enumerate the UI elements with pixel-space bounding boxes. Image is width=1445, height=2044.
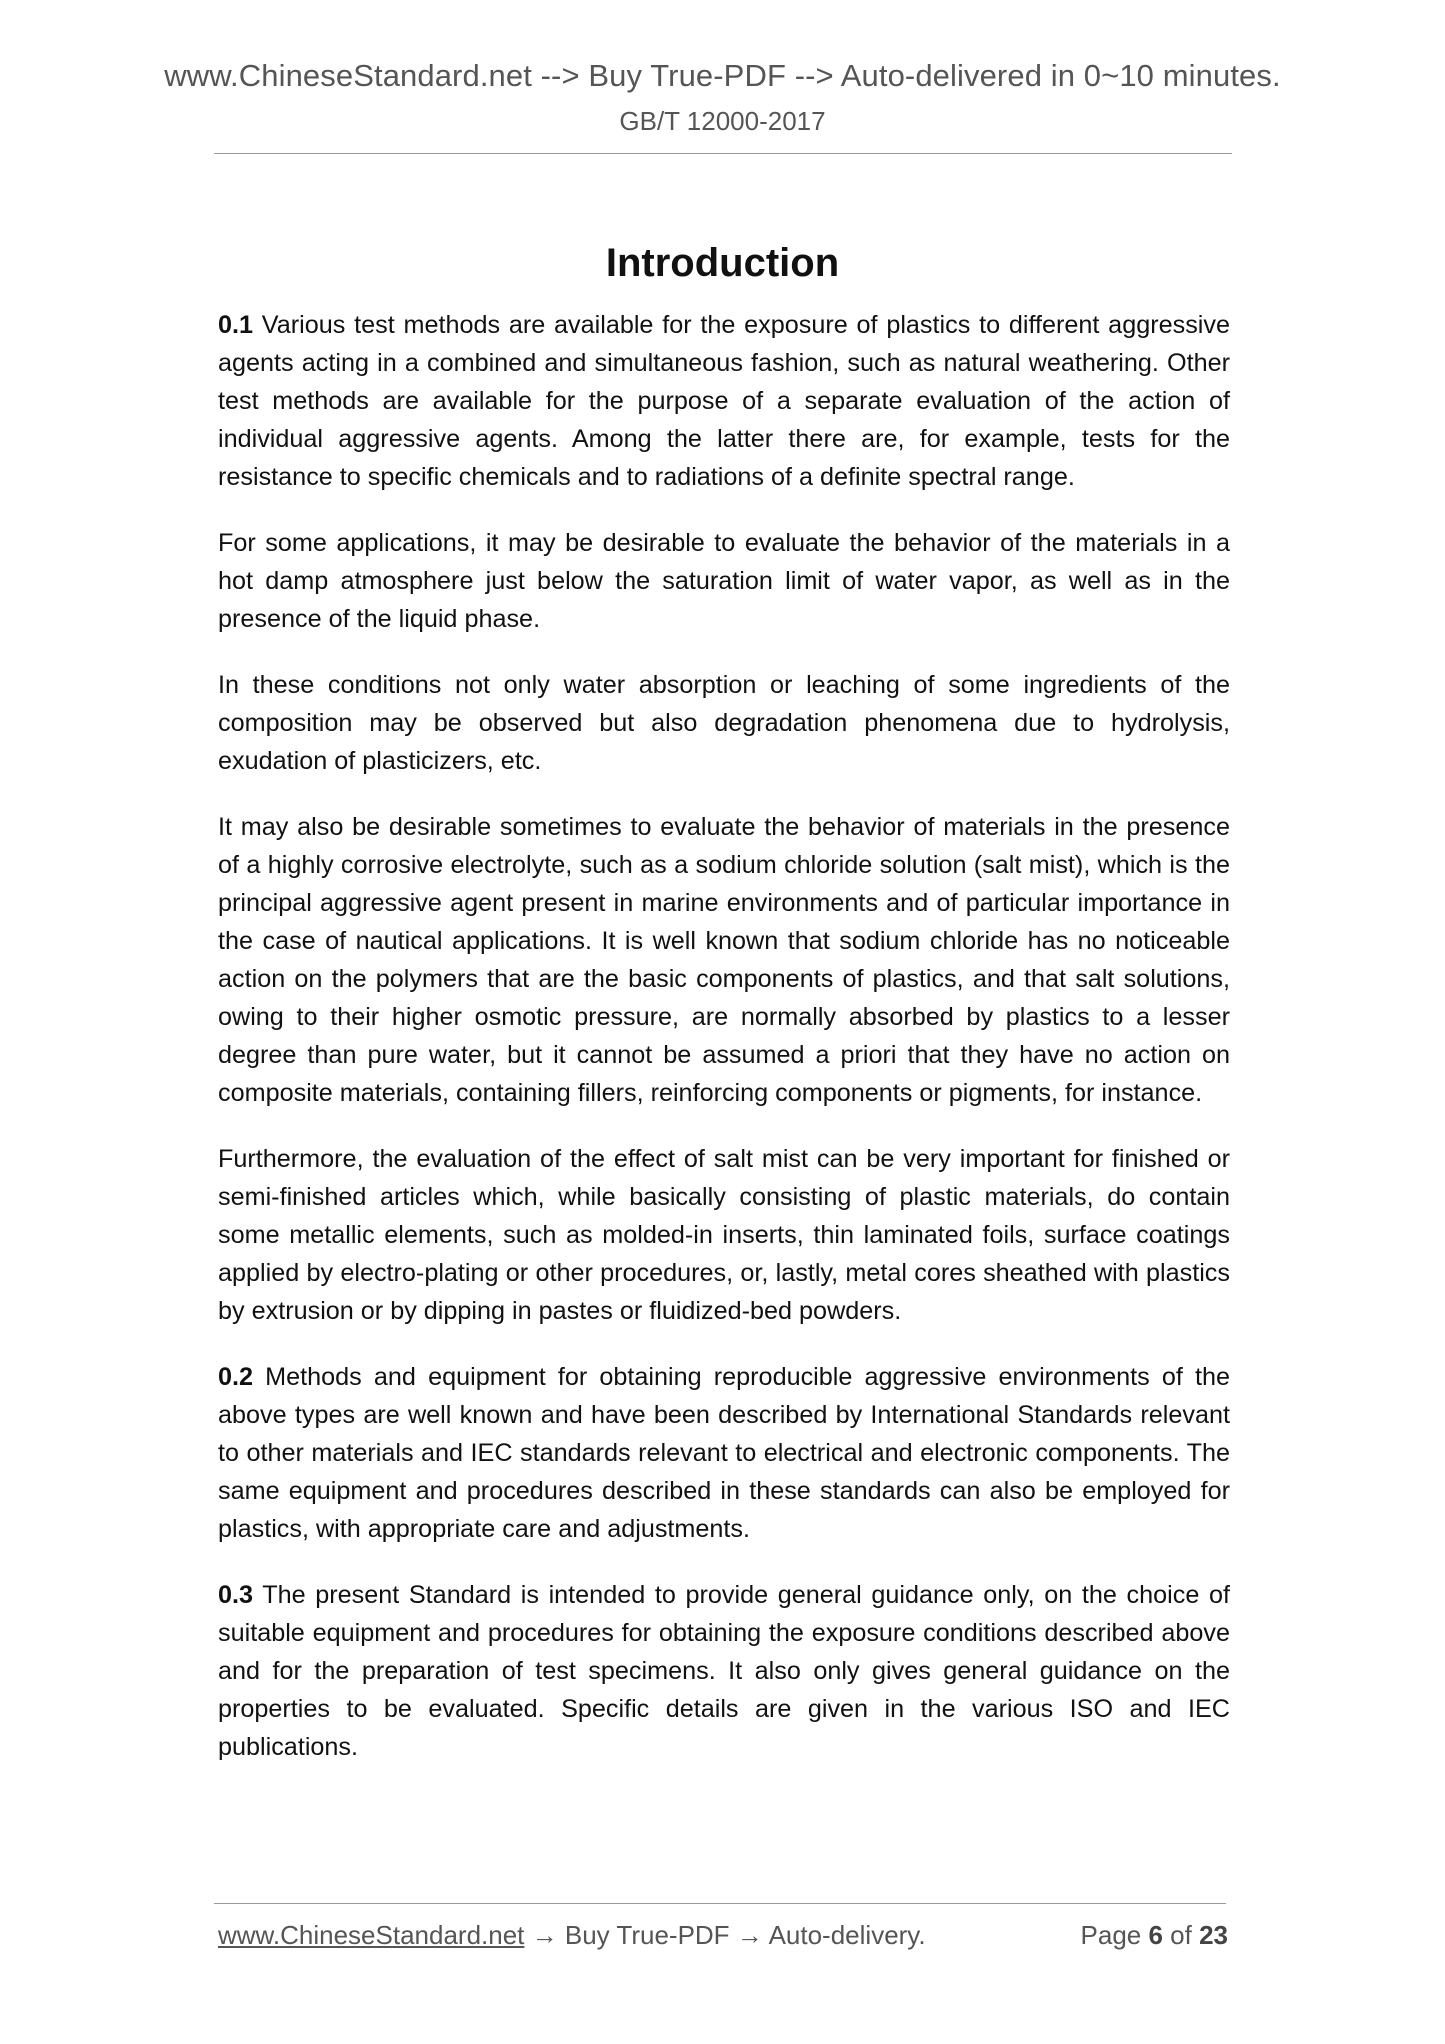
footer-tagline: → Buy True-PDF → Auto-delivery.: [524, 1920, 926, 1950]
section-number: 0.1: [218, 311, 254, 339]
paragraph-text: For some applications, it may be desirable to evaluate the behavior of the materials in a hot damp atmosphere just below the saturation limit of water vapor, as well as in the presence of the liquid phase.: [218, 529, 1230, 633]
paragraph-electrolyte: [218, 808, 1230, 1112]
footer-divider: [214, 1903, 1226, 1904]
footer-site-link[interactable]: www.ChineseStandard.net: [218, 1920, 525, 1950]
paragraph-0-1: [218, 306, 1230, 496]
total-page-count: 23: [1199, 1920, 1228, 1950]
section-number: 0.3: [218, 1581, 254, 1609]
paragraph-text: Various test methods are available for the exposure of plastics to different aggressive agents acting in a combined and simultaneous fashion, such as natural weathering. Other test methods are available for the purpose of a separate evaluation of the action of individual aggressive agents. Among the latter there are, for example, tests for the resistance to specific chemicals and to radiations of a definite spectral range.: [218, 311, 1230, 491]
paragraph-text: It may also be desirable sometimes to evaluate the behavior of materials in the presence of a highly corrosive electrolyte, such as a sodium chloride solution (salt mist), which is the principal aggressive agent present in marine environments and of particular importance in the case of nautical applications. It is well known that sodium chloride has no noticeable action on the polymers that are the basic components of plastics, and that salt solutions, owing to their higher osmotic pressure, are normally absorbed by plastics to a lesser degree than pure water, but it cannot be assumed a priori that they have no action on composite materials, containing fillers, reinforcing components or pigments, for instance.: [218, 813, 1230, 1107]
current-page-number: 6: [1148, 1920, 1163, 1950]
paragraph-text: Methods and equipment for obtaining reproducible aggressive environments of the above types are well known and have been described by International Standards relevant to other materials and IEC standards relevant to electrical and electronic components. The same equipment and procedures described in these standards can also be employed for plastics, with appropriate care and adjustments.: [218, 1363, 1230, 1543]
paragraph-text: Furthermore, the evaluation of the effect of salt mist can be very important for finished or semi-finished articles which, while basically consisting of plastic materials, do contain some metallic elements, such as molded-in inserts, thin laminated foils, surface coatings applied by electro-plating or other procedures, or, lastly, metal cores sheathed with plastics by extrusion or by dipping in pastes or fluidized-bed powders.: [218, 1145, 1230, 1325]
page-footer: [218, 1920, 1228, 1956]
paragraph-salt-mist: [218, 1140, 1230, 1330]
footer-left: [218, 1920, 926, 1951]
paragraph-conditions: [218, 666, 1230, 780]
paragraph-0-3: [218, 1576, 1230, 1766]
of-label: of: [1162, 1920, 1200, 1950]
page-label: Page: [1080, 1920, 1149, 1950]
page-title: Introduction: [605, 240, 840, 285]
paragraph-text: In these conditions not only water absorption or leaching of some ingredients of the composition may be observed but also degradation phenomena due to hydrolysis, exudation of plasticizers, etc.: [218, 671, 1230, 775]
header-divider: [214, 153, 1232, 154]
paragraph-0-2: [218, 1358, 1230, 1548]
section-number: 0.2: [218, 1363, 254, 1391]
standard-number: GB/T 12000-2017: [619, 106, 826, 136]
paragraph-text: The present Standard is intended to provide general guidance only, on the choice of suitable equipment and procedures for obtaining the exposure conditions described above and for the preparation of test specimens. It also only gives general guidance on the properties to be evaluated. Specific details are given in the various ISO and IEC publications.: [218, 1581, 1230, 1761]
header-banner: www.ChineseStandard.net --> Buy True-PDF --> Auto-delivered in 0~10 minutes.: [164, 58, 1281, 93]
paragraph-applications: [218, 524, 1230, 638]
document-body: [218, 306, 1230, 1794]
page-indicator: [1081, 1920, 1228, 1951]
